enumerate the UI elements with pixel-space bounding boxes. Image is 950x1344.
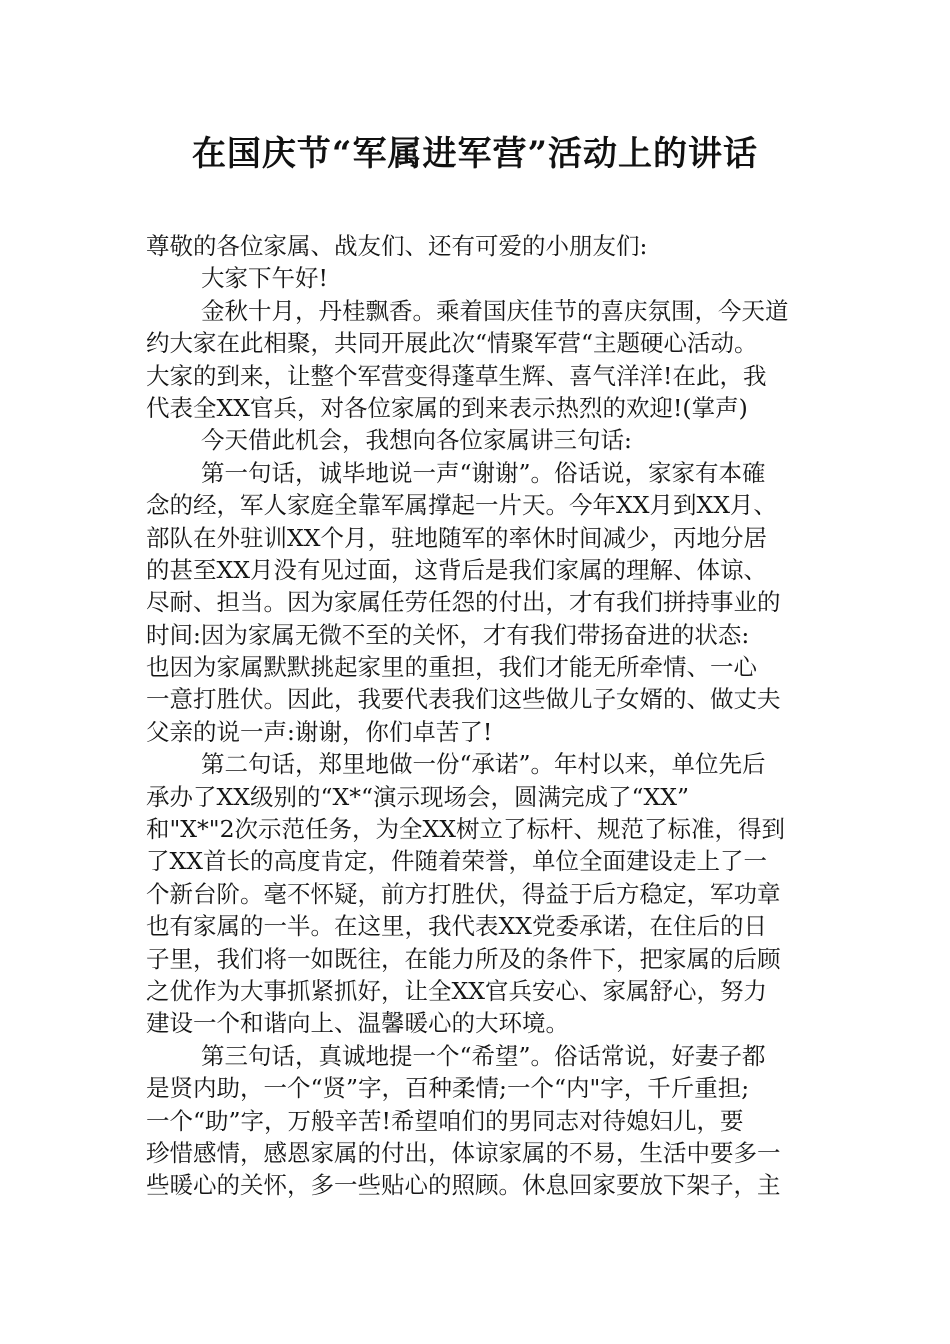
- text-line: 了XX首长的高度肯定，件随着荣誉，单位全面建设走上了一: [146, 847, 767, 876]
- text-line: 的甚至XX月没有见过面，这背后是我们家属的理解、体谅、: [146, 555, 767, 584]
- text-line: 也有家属的一半。在这里，我代表XX党委承诺，在住后的日: [146, 912, 767, 941]
- text-line: 代表全XX官兵，对各位家属的到来表示热烈的欢迎!(掌声): [146, 393, 748, 422]
- text-line: 些暖心的关怀，多一些贴心的照顾。休息回家要放下架子，主: [146, 1171, 781, 1200]
- text-line: 部队在外驻训XX个月，驻地随军的率休时间减少，丙地分居: [146, 523, 767, 552]
- text-line: 时间:因为家属无微不至的关怀，才有我们带扬奋进的状态:: [146, 620, 750, 649]
- text-line: 第一句话，诚毕地说一声“谢谢”。俗话说，家家有本確: [201, 458, 766, 487]
- text-line: 一意打胜伏。因此，我要代表我们这些做儿子女婿的、做丈夫: [146, 685, 781, 714]
- text-line: 大家的到来，让整个军营变得蓬草生辉、喜气洋洋!在此，我: [146, 361, 767, 390]
- text-line: 金秋十月，丹桂飘香。乘着国庆佳节的喜庆氛围，今天道: [201, 296, 789, 325]
- text-line: 之优作为大事抓紧抓好，让全XX官兵安心、家属舒心，努力: [146, 976, 767, 1005]
- text-line: 今天借此机会，我想向各位家属讲三句话:: [201, 426, 632, 455]
- text-line: 念的经，军人家庭全靠军属撑起一片天。今年XX月到XX月、: [146, 491, 777, 520]
- text-line: 建设一个和谐向上、温馨暖心的大环境。: [146, 1009, 569, 1038]
- text-line: 父亲的说一声:谢谢，你们卓苦了!: [146, 717, 493, 746]
- text-line: 是贤内助，一个“贤”字，百种柔情;一个“内"字，千斤重担;: [146, 1074, 750, 1103]
- text-line: 和"X*"2次示范任务，为全XX树立了标杆、规范了标准，得到: [146, 815, 786, 844]
- text-line: 约大家在此相聚，共同开展此次“情聚军营“主题硬心活动。: [146, 329, 758, 358]
- text-line: 珍惜感情，感恩家属的付出，体谅家属的不易，生活中要多一: [146, 1138, 781, 1167]
- document-body: [146, 230, 806, 1202]
- text-line: 第三句话，真诚地提一个“希望”。俗话常说，好妻子都: [201, 1041, 766, 1070]
- text-line: 尊敬的各位家属、战友们、还有可爱的小朋友们:: [146, 232, 648, 260]
- text-line: 承办了XX级别的“X*“演示现场会，圆满完成了“XX”: [146, 782, 689, 811]
- text-line: 大家下午好!: [201, 264, 328, 293]
- text-line: 第二句话，郑里地做一份“承诺”。年村以来，单位先后: [201, 750, 766, 779]
- text-line: 也因为家属默默挑起家里的重担，我们才能无所牵情、一心: [146, 653, 757, 682]
- document-title: 在国庆节“军属进军营”活动上的讲话: [191, 134, 759, 174]
- text-line: 一个“助”字，万般辛苦!希望咱们的男同志对待媳妇儿，要: [146, 1106, 744, 1135]
- text-line: 尽耐、担当。因为家属任劳任怨的付出，才有我们拼持事业的: [146, 588, 781, 617]
- text-line: 子里，我们将一如既往，在能力所及的条件下，把家属的后顾: [146, 944, 781, 973]
- text-line: 个新台阶。毫不怀疑，前方打胜伏，得益于后方稳定，军功章: [146, 879, 781, 908]
